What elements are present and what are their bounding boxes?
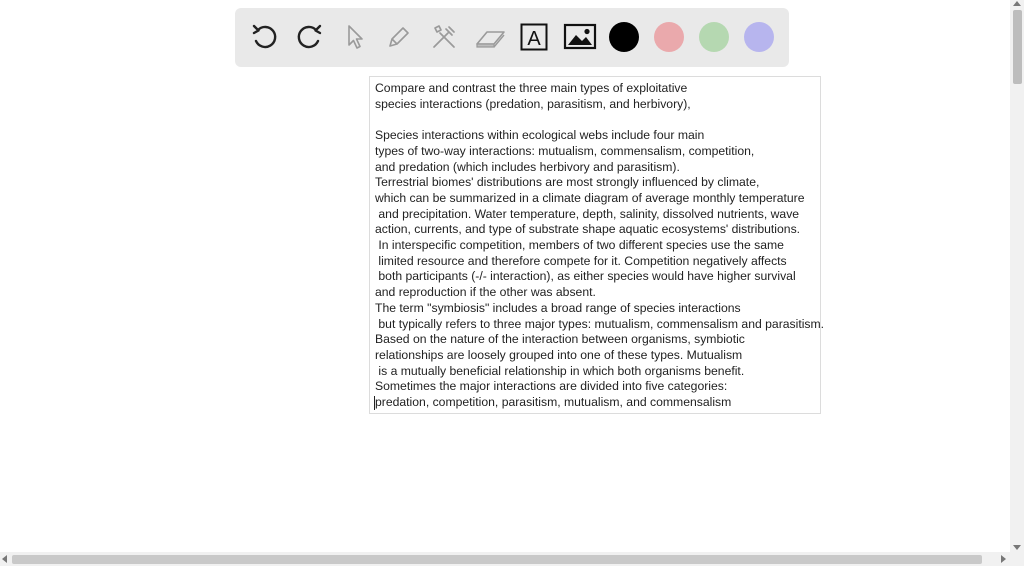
horizontal-scrollbar[interactable] xyxy=(0,552,1024,566)
text-line: Based on the nature of the interaction between organisms, symbiotic xyxy=(375,332,745,347)
text-box-icon xyxy=(519,22,549,52)
text-line: Terrestrial biomes' distributions are most strongly influenced by climate, xyxy=(375,175,760,190)
text-line: and predation (which includes herbivory and parasitism). xyxy=(375,159,680,174)
vertical-scroll-thumb[interactable] xyxy=(1013,10,1022,84)
image-icon xyxy=(563,22,597,52)
text-line: Sometimes the major interactions are divided into five categories: xyxy=(375,379,728,394)
undo-icon xyxy=(250,22,280,52)
scroll-left-arrow-icon[interactable] xyxy=(2,555,7,563)
text-line: but typically refers to three major types: mutualism, commensalism and parasitism. xyxy=(375,316,825,331)
text-tool-button[interactable] xyxy=(515,18,553,56)
undo-button[interactable] xyxy=(246,18,284,56)
vertical-scrollbar[interactable] xyxy=(1010,0,1024,552)
scroll-down-arrow-icon[interactable] xyxy=(1013,545,1021,550)
text-line: limited resource and therefore compete for it. Competition negatively affects xyxy=(375,253,787,268)
select-cursor-icon xyxy=(339,22,369,52)
horizontal-scroll-thumb[interactable] xyxy=(12,555,982,564)
text-box-content[interactable] xyxy=(375,81,825,411)
text-line: and precipitation. Water temperature, depth, salinity, dissolved nutrients, wave xyxy=(375,206,800,221)
text-line: species interactions (predation, parasitism, and herbivory), xyxy=(375,96,691,111)
text-line: predation, competition, parasitism, mutualism, and commensalism xyxy=(375,395,732,410)
text-caret xyxy=(374,396,375,410)
select-button[interactable] xyxy=(335,18,373,56)
color-swatch-black[interactable] xyxy=(609,22,639,52)
text-line: In interspecific competition, members of two different species use the same xyxy=(375,238,784,253)
eraser-icon xyxy=(473,22,507,52)
eraser-button[interactable] xyxy=(471,18,509,56)
text-tool-glyph: A xyxy=(527,28,541,50)
redo-icon xyxy=(294,22,324,52)
text-line: is a mutually beneficial relationship in which both organisms benefit. xyxy=(375,363,745,378)
redo-button[interactable] xyxy=(290,18,328,56)
text-line xyxy=(375,112,818,128)
image-tool-button[interactable] xyxy=(561,18,599,56)
color-swatch-lavender[interactable] xyxy=(744,22,774,52)
color-swatch-pink[interactable] xyxy=(654,22,684,52)
text-line: types of two-way interactions: mutualism, commensalism, competition, xyxy=(375,143,755,158)
pen-icon xyxy=(384,22,414,52)
text-line: Compare and contrast the three main types of exploitative xyxy=(375,81,688,95)
text-line: The term "symbiosis" includes a broad range of species interactions xyxy=(375,300,741,315)
drawing-toolbar xyxy=(235,8,789,67)
text-line: and reproduction if the other was absent. xyxy=(375,285,596,300)
text-line: which can be summarized in a climate diagram of average monthly temperature xyxy=(375,190,805,205)
tools-button[interactable] xyxy=(425,18,463,56)
pen-button[interactable] xyxy=(380,18,418,56)
tools-icon xyxy=(429,22,459,52)
text-box[interactable] xyxy=(369,76,825,414)
text-line: both participants (-/- interaction), as either species would have higher survival xyxy=(375,269,796,284)
text-line: relationships are loosely grouped into one of these types. Mutualism xyxy=(375,347,743,362)
scroll-right-arrow-icon[interactable] xyxy=(1001,555,1006,563)
color-swatch-green[interactable] xyxy=(699,22,729,52)
text-line: action, currents, and type of substrate shape aquatic ecosystems' distributions. xyxy=(375,222,801,237)
scroll-up-arrow-icon[interactable] xyxy=(1013,1,1021,6)
text-line: Species interactions within ecological webs include four main xyxy=(375,128,705,143)
